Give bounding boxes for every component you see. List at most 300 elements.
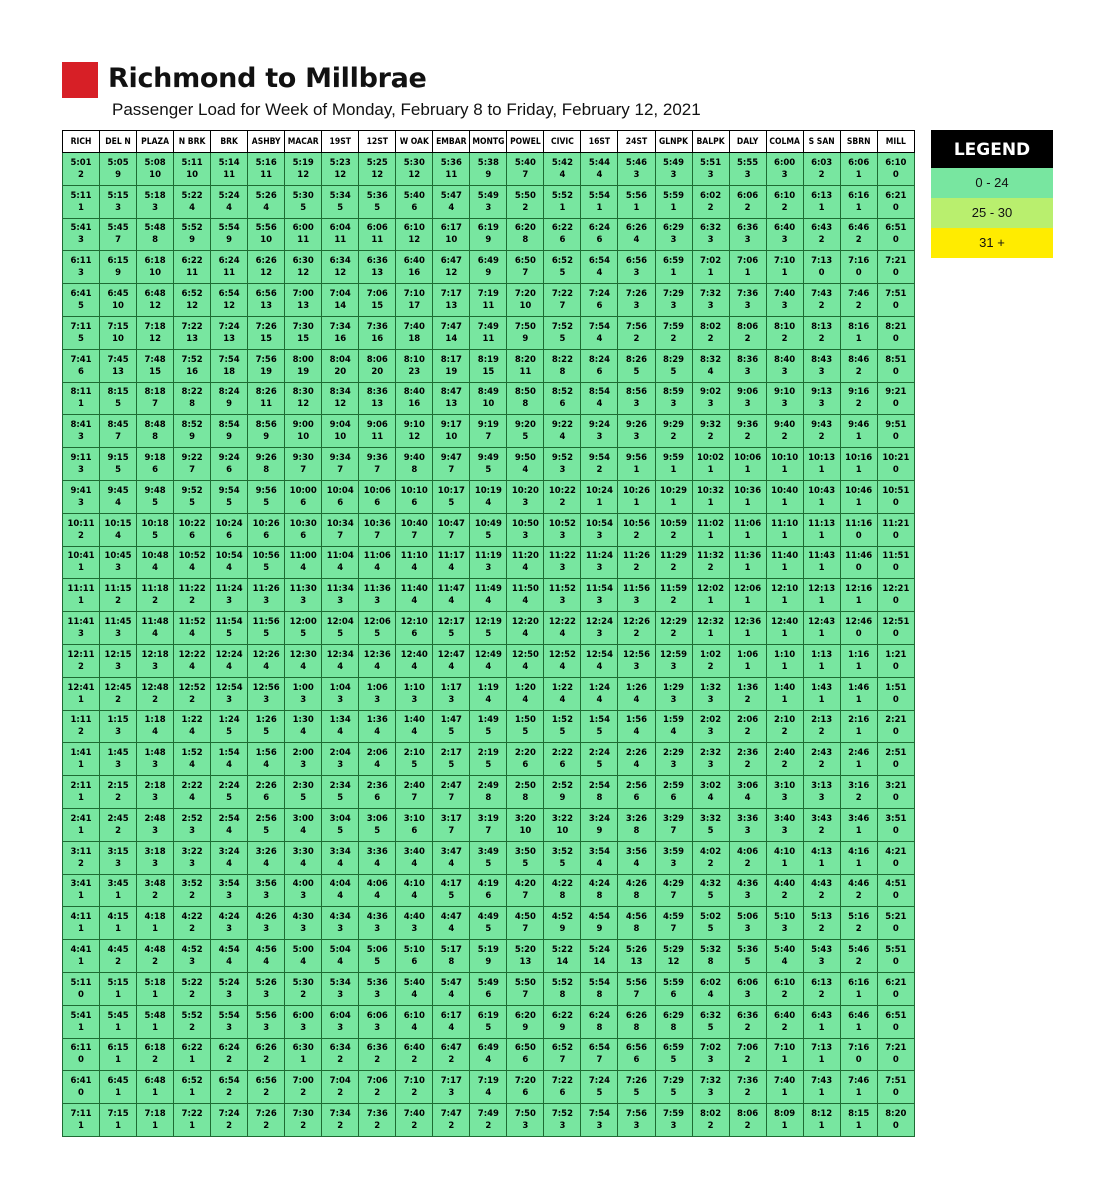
passenger-load: 3 — [707, 1055, 714, 1066]
passenger-load: 2 — [189, 596, 196, 607]
departure-time: 5:18 — [144, 190, 166, 201]
departure-time: 3:18 — [144, 846, 166, 857]
passenger-load: 9 — [559, 793, 566, 804]
departure-time: 5:59 — [662, 190, 685, 201]
passenger-load: 2 — [300, 1121, 307, 1131]
departure-time: 6:18 — [144, 1043, 166, 1054]
departure-time: 12:43 — [808, 617, 836, 628]
load-cell — [766, 1005, 803, 1038]
passenger-load: 1 — [78, 793, 84, 804]
load-cell — [211, 284, 248, 317]
departure-time: 4:16 — [848, 846, 870, 857]
departure-time: 12:17 — [437, 617, 465, 628]
departure-time: 2:24 — [218, 781, 240, 792]
passenger-load: 7 — [337, 530, 344, 541]
load-cell — [322, 841, 359, 874]
load-cell — [63, 874, 100, 907]
passenger-load: 5 — [559, 333, 566, 344]
passenger-load: 4 — [411, 1022, 418, 1033]
passenger-load: 5 — [189, 497, 196, 508]
departure-time: 7:29 — [662, 289, 685, 300]
load-cell — [692, 743, 729, 776]
departure-time: 8:51 — [885, 354, 907, 365]
departure-time: 1:59 — [662, 715, 685, 726]
departure-time: 5:54 — [588, 190, 611, 201]
passenger-load: 9 — [485, 235, 492, 246]
passenger-load: 4 — [411, 596, 418, 607]
departure-time: 6:00 — [292, 1010, 314, 1021]
departure-time: 2:40 — [403, 781, 425, 792]
passenger-load: 8 — [633, 1022, 640, 1033]
departure-time: 9:47 — [440, 453, 462, 464]
table-row — [63, 284, 915, 317]
passenger-load: 1 — [115, 989, 121, 1000]
departure-time: 1:51 — [885, 682, 907, 693]
departure-time: 11:06 — [363, 551, 391, 562]
passenger-load: 9 — [189, 432, 196, 443]
departure-time: 1:13 — [811, 649, 833, 660]
load-cell — [729, 841, 766, 874]
departure-time: 4:52 — [181, 945, 203, 956]
load-cell — [285, 972, 322, 1005]
passenger-load: 12 — [149, 301, 161, 312]
load-cell — [766, 382, 803, 415]
load-cell — [729, 874, 766, 907]
passenger-load: 2 — [263, 1055, 270, 1066]
departure-time: 6:22 — [181, 256, 203, 267]
passenger-load: 2 — [744, 1022, 751, 1033]
passenger-load: 1 — [559, 202, 566, 213]
departure-time: 10:20 — [511, 485, 539, 496]
departure-time: 9:26 — [255, 453, 277, 464]
departure-time: 6:24 — [588, 1010, 611, 1021]
load-cell — [544, 316, 581, 349]
load-cell — [655, 316, 692, 349]
departure-time: 5:01 — [70, 157, 92, 168]
passenger-load: 2 — [707, 202, 714, 213]
departure-time: 11:26 — [252, 584, 280, 595]
load-cell — [581, 907, 618, 940]
load-cell — [470, 480, 507, 513]
departure-time: 12:48 — [141, 682, 169, 693]
load-cell — [211, 1071, 248, 1104]
departure-time: 3:19 — [477, 813, 499, 824]
departure-time: 7:40 — [403, 1109, 425, 1119]
load-cell — [322, 448, 359, 481]
departure-time: 6:54 — [588, 256, 611, 267]
load-cell — [248, 776, 285, 809]
departure-time: 1:36 — [366, 715, 388, 726]
departure-time: 5:16 — [255, 157, 277, 168]
departure-time: 8:15 — [107, 387, 129, 398]
departure-time: 10:47 — [437, 518, 465, 529]
load-cell — [322, 1104, 359, 1137]
passenger-load: 1 — [707, 530, 714, 541]
load-cell — [285, 415, 322, 448]
passenger-load: 13 — [371, 268, 384, 279]
departure-time: 12:13 — [808, 584, 836, 595]
load-cell — [63, 677, 100, 710]
load-cell — [729, 710, 766, 743]
departure-time: 3:04 — [329, 813, 351, 824]
passenger-load: 5 — [152, 530, 159, 541]
load-cell — [174, 743, 211, 776]
passenger-load: 5 — [559, 727, 566, 738]
departure-time: 10:52 — [548, 518, 576, 529]
passenger-load: 9 — [596, 924, 603, 935]
departure-time: 6:24 — [218, 1043, 240, 1054]
departure-time: 10:45 — [104, 551, 132, 562]
load-cell — [729, 940, 766, 973]
passenger-load: 3 — [707, 301, 714, 312]
passenger-load: 12 — [297, 399, 310, 410]
load-cell — [100, 349, 137, 382]
passenger-load: 10 — [556, 825, 569, 836]
load-cell — [655, 972, 692, 1005]
load-cell — [359, 841, 396, 874]
load-cell — [322, 513, 359, 546]
load-cell — [470, 776, 507, 809]
load-cell — [544, 349, 581, 382]
load-cell — [840, 743, 877, 776]
load-cell — [285, 612, 322, 645]
departure-time: 2:21 — [885, 715, 907, 726]
departure-time: 7:49 — [477, 1109, 499, 1119]
passenger-load: 3 — [670, 235, 677, 246]
load-cell — [285, 382, 322, 415]
passenger-load: 4 — [300, 563, 307, 574]
departure-time: 1:45 — [107, 748, 129, 759]
passenger-load: 6 — [411, 497, 418, 508]
load-cell — [433, 776, 470, 809]
load-cell — [285, 153, 322, 186]
departure-time: 8:02 — [699, 1109, 722, 1119]
passenger-load: 3 — [670, 760, 677, 771]
departure-time: 6:26 — [255, 256, 277, 267]
load-cell — [63, 579, 100, 612]
passenger-load: 2 — [855, 924, 862, 935]
passenger-load: 6 — [189, 530, 196, 541]
passenger-load: 7 — [559, 301, 566, 312]
load-cell — [285, 284, 322, 317]
departure-time: 12:34 — [326, 649, 354, 660]
departure-time: 2:40 — [774, 748, 796, 759]
passenger-load: 5 — [337, 825, 344, 836]
departure-time: 6:47 — [440, 256, 462, 267]
passenger-load: 4 — [485, 497, 492, 508]
load-cell — [174, 349, 211, 382]
legend-item-low: 0 - 24 — [931, 168, 1053, 198]
load-cell — [544, 1071, 581, 1104]
load-cell — [507, 316, 544, 349]
load-cell — [359, 546, 396, 579]
departure-time: 4:45 — [107, 945, 129, 956]
departure-time: 6:36 — [366, 256, 388, 267]
departure-time: 1:43 — [811, 682, 833, 693]
departure-time: 6:36 — [366, 1043, 388, 1054]
departure-time: 12:56 — [252, 682, 280, 693]
passenger-load: 2 — [337, 1121, 344, 1131]
passenger-load: 2 — [337, 1088, 344, 1099]
passenger-load: 4 — [374, 727, 381, 738]
passenger-load: 4 — [596, 333, 603, 344]
passenger-load: 13 — [445, 399, 458, 410]
departure-time: 11:20 — [511, 551, 539, 562]
passenger-load: 1 — [818, 1055, 825, 1066]
departure-time: 1:16 — [848, 649, 870, 660]
departure-time: 6:22 — [551, 223, 573, 234]
load-cell — [174, 972, 211, 1005]
departure-time: 5:14 — [218, 157, 240, 168]
load-cell — [63, 710, 100, 743]
load-cell — [359, 940, 396, 973]
load-cell — [618, 1038, 655, 1071]
passenger-load: 4 — [300, 825, 307, 836]
passenger-load: 2 — [781, 760, 788, 771]
departure-time: 7:10 — [774, 1043, 796, 1054]
departure-time: 5:24 — [218, 190, 240, 201]
table-row — [63, 841, 915, 874]
passenger-load: 2 — [855, 793, 862, 804]
departure-time: 9:11 — [70, 453, 92, 464]
departure-time: 1:06 — [366, 682, 388, 693]
load-cell — [766, 153, 803, 186]
passenger-load: 12 — [149, 333, 161, 344]
passenger-load: 6 — [337, 497, 344, 508]
load-cell — [581, 1005, 618, 1038]
departure-time: 12:22 — [548, 617, 576, 628]
departure-time: 9:02 — [699, 387, 722, 398]
load-cell — [137, 841, 174, 874]
load-cell — [322, 743, 359, 776]
passenger-load: 2 — [855, 366, 862, 377]
passenger-load: 7 — [115, 432, 121, 443]
load-cell — [840, 644, 877, 677]
legend-item-medium: 25 - 30 — [931, 198, 1053, 228]
passenger-load: 2 — [374, 1121, 381, 1131]
column-header: 16ST — [581, 131, 618, 153]
load-cell — [322, 382, 359, 415]
passenger-load: 3 — [337, 596, 344, 607]
departure-time: 5:44 — [588, 157, 611, 168]
column-header: BALPK — [692, 131, 729, 153]
departure-time: 7:52 — [551, 321, 573, 332]
departure-time: 5:52 — [551, 190, 573, 201]
departure-time: 3:46 — [848, 813, 870, 824]
load-cell — [581, 743, 618, 776]
passenger-load: 5 — [448, 727, 455, 738]
load-cell — [692, 612, 729, 645]
passenger-load: 8 — [596, 1022, 603, 1033]
departure-time: 2:41 — [70, 813, 92, 824]
load-cell — [174, 808, 211, 841]
load-cell — [100, 185, 137, 218]
departure-time: 8:36 — [737, 354, 759, 365]
load-cell — [470, 513, 507, 546]
departure-time: 9:10 — [403, 420, 425, 431]
load-cell — [470, 841, 507, 874]
load-cell — [507, 972, 544, 1005]
load-cell — [877, 251, 914, 284]
passenger-load: 7 — [448, 825, 455, 836]
passenger-load: 5 — [485, 530, 492, 541]
departure-time: 6:41 — [70, 289, 92, 300]
passenger-load: 8 — [670, 1022, 677, 1033]
departure-time: 3:49 — [477, 846, 499, 857]
load-cell — [359, 579, 396, 612]
departure-time: 7:26 — [255, 1109, 277, 1119]
passenger-load: 9 — [115, 268, 121, 279]
load-cell — [137, 1071, 174, 1104]
passenger-load: 8 — [485, 793, 492, 804]
load-cell — [285, 808, 322, 841]
load-cell — [618, 710, 655, 743]
passenger-load: 0 — [892, 924, 899, 935]
passenger-load: 4 — [226, 858, 233, 869]
departure-time: 5:36 — [440, 157, 462, 168]
passenger-load: 4 — [596, 399, 603, 410]
passenger-load: 4 — [263, 858, 270, 869]
departure-time: 5:11 — [70, 190, 92, 201]
load-cell — [470, 382, 507, 415]
passenger-load: 15 — [149, 366, 161, 377]
load-cell — [655, 546, 692, 579]
load-cell — [470, 185, 507, 218]
passenger-load: 1 — [115, 1022, 121, 1033]
passenger-load: 2 — [152, 694, 159, 705]
passenger-load: 9 — [115, 169, 121, 180]
passenger-load: 5 — [411, 760, 418, 771]
load-cell — [63, 185, 100, 218]
table-row — [63, 972, 915, 1005]
departure-time: 4:20 — [514, 879, 536, 890]
load-cell — [248, 808, 285, 841]
load-cell — [322, 218, 359, 251]
passenger-load: 3 — [744, 989, 751, 1000]
load-cell — [766, 513, 803, 546]
load-cell — [359, 1104, 396, 1137]
departure-time: 6:02 — [699, 190, 722, 201]
departure-time: 5:36 — [737, 945, 759, 956]
passenger-load: 2 — [670, 333, 677, 344]
load-cell — [766, 185, 803, 218]
table-row — [63, 1038, 915, 1071]
load-cell — [100, 612, 137, 645]
passenger-load: 5 — [78, 333, 84, 344]
departure-time: 1:20 — [514, 682, 536, 693]
load-cell — [766, 579, 803, 612]
departure-time: 8:11 — [70, 387, 92, 398]
departure-time: 8:40 — [774, 354, 796, 365]
load-cell — [174, 677, 211, 710]
passenger-load: 3 — [226, 924, 233, 935]
departure-time: 3:00 — [292, 813, 314, 824]
departure-time: 6:46 — [848, 1010, 870, 1021]
passenger-load: 4 — [448, 661, 455, 672]
departure-time: 6:30 — [292, 1043, 314, 1054]
departure-time: 7:51 — [885, 1076, 907, 1087]
passenger-load: 3 — [781, 169, 788, 180]
departure-time: 3:22 — [551, 813, 573, 824]
load-cell — [766, 1071, 803, 1104]
departure-time: 7:43 — [811, 289, 833, 300]
load-cell — [137, 382, 174, 415]
passenger-load: 2 — [152, 891, 159, 902]
passenger-load: 6 — [559, 1088, 566, 1099]
passenger-load: 5 — [300, 629, 307, 640]
load-cell — [137, 448, 174, 481]
load-cell — [507, 1038, 544, 1071]
passenger-load: 4 — [374, 563, 381, 574]
passenger-load: 4 — [189, 793, 196, 804]
departure-time: 7:11 — [70, 321, 92, 332]
departure-time: 9:36 — [737, 420, 759, 431]
departure-time: 8:13 — [811, 321, 833, 332]
passenger-load: 1 — [707, 629, 714, 640]
load-cell — [174, 841, 211, 874]
load-cell — [729, 1038, 766, 1071]
load-cell — [655, 940, 692, 973]
departure-time: 6:26 — [625, 223, 648, 234]
load-cell — [544, 808, 581, 841]
departure-time: 3:50 — [514, 846, 536, 857]
departure-time: 9:04 — [329, 420, 351, 431]
departure-time: 8:10 — [774, 321, 796, 332]
departure-time: 4:04 — [329, 879, 351, 890]
departure-time: 6:56 — [255, 289, 277, 300]
passenger-load: 5 — [300, 793, 307, 804]
departure-time: 7:17 — [440, 289, 462, 300]
passenger-load: 4 — [448, 1022, 455, 1033]
passenger-load: 4 — [448, 924, 455, 935]
passenger-load: 13 — [186, 333, 199, 344]
load-cell — [840, 940, 877, 973]
passenger-load: 1 — [818, 661, 825, 672]
departure-time: 6:22 — [181, 1043, 203, 1054]
load-cell — [63, 1038, 100, 1071]
passenger-load: 4 — [448, 202, 455, 213]
departure-time: 6:21 — [885, 190, 907, 201]
departure-time: 6:49 — [477, 1043, 499, 1054]
table-row — [63, 1005, 915, 1038]
load-cell — [618, 972, 655, 1005]
load-cell — [692, 349, 729, 382]
departure-time: 5:52 — [181, 223, 203, 234]
departure-time: 12:02 — [697, 584, 725, 595]
load-cell — [692, 480, 729, 513]
load-cell — [396, 677, 433, 710]
departure-time: 5:52 — [181, 1010, 203, 1021]
departure-time: 6:06 — [366, 223, 388, 234]
passenger-load: 2 — [855, 235, 862, 246]
passenger-load: 4 — [522, 465, 529, 476]
passenger-load: 3 — [559, 596, 566, 607]
load-cell — [507, 874, 544, 907]
load-cell — [877, 972, 914, 1005]
passenger-load: 4 — [189, 202, 196, 213]
load-cell — [803, 841, 840, 874]
passenger-load: 0 — [892, 1121, 899, 1131]
departure-time: 6:00 — [774, 157, 796, 168]
passenger-load: 1 — [152, 1088, 159, 1099]
load-cell — [211, 874, 248, 907]
load-cell — [581, 940, 618, 973]
departure-time: 8:40 — [403, 387, 425, 398]
load-cell — [840, 480, 877, 513]
departure-time: 12:24 — [215, 649, 243, 660]
passenger-load: 3 — [337, 1022, 344, 1033]
passenger-load: 4 — [189, 629, 196, 640]
